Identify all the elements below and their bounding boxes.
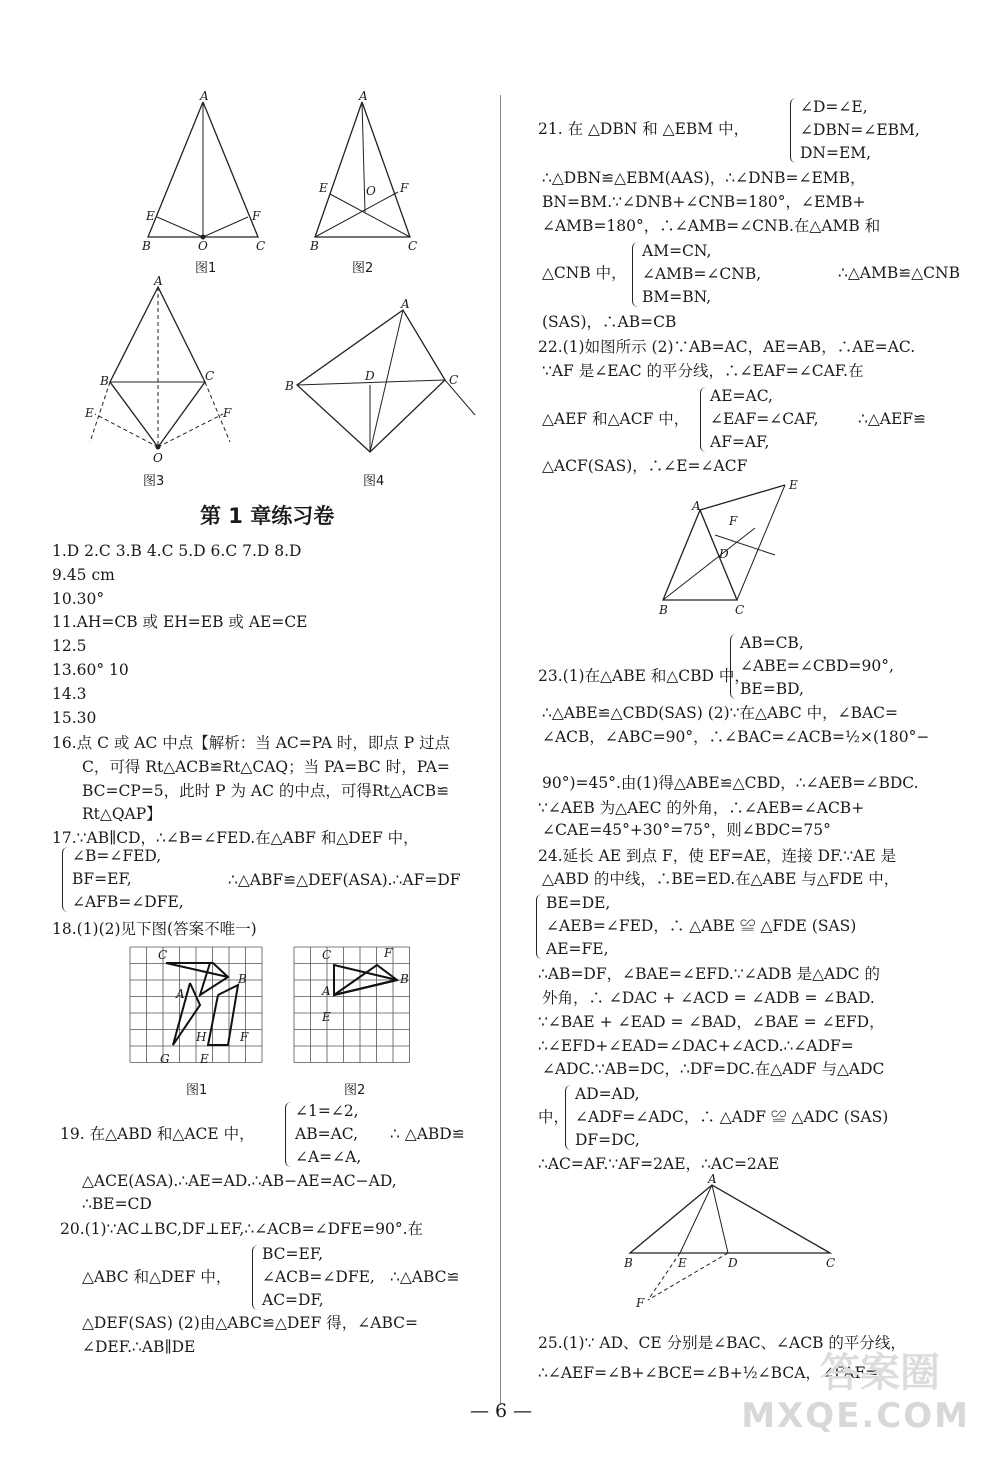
grid-2-svg [292, 945, 412, 1075]
svg-text:B: B [310, 239, 319, 253]
figure-1 [140, 89, 270, 276]
answer-line: Rt△QAP】 [82, 805, 162, 823]
svg-text:B: B [624, 1256, 633, 1270]
q22-brace [700, 385, 819, 454]
svg-text:F: F [223, 406, 232, 420]
q23-head: 23.(1)在△ABE 和△CBD 中， [538, 667, 750, 685]
svg-text:A: A [708, 1172, 717, 1186]
q22-figure-svg [655, 480, 815, 625]
q24-line-1: 24.延长 AE 到点 F，使 EF=AE，连接 DF.∵AE 是 [538, 847, 897, 865]
grid-1-caption: 图1 [186, 1083, 208, 1098]
svg-text:F: F [729, 514, 738, 528]
q24-end: ∴AC=AF.∵AF=2AE，∴AC=2AE [538, 1155, 780, 1173]
q20-cond-2: ∠ACB=∠DFE, [262, 1268, 375, 1286]
q21-cond-3: DN=EM, [800, 144, 872, 162]
figure-4 [285, 297, 485, 489]
q24-cond-2: ∠AEB=∠FED，∴ △ABE ≌ △FDE (SAS) [546, 917, 857, 935]
q21-end: (SAS)，∴AB=CB [542, 313, 677, 331]
svg-text:C: C [826, 1256, 836, 1270]
q20-line-2: △DEF(SAS) (2)由△ABC≌△DEF 得，∠ABC= [82, 1314, 419, 1332]
q24-line-5: ∵∠BAE + ∠EAD = ∠BAD，∠BAE = ∠EFD， [538, 1013, 885, 1031]
q21-line-3: ∠AMB=180°，∴∠AMB=∠CNB.在△AMB 和 [542, 217, 881, 235]
q20-line-1: 20.(1)∵AC⊥BC,DF⊥EF,∴∠ACB=∠DFE=90°.在 [60, 1220, 424, 1238]
svg-text:C: C [158, 948, 168, 962]
q20-line-3: ∠DEF.∴AB∥DE [82, 1338, 196, 1356]
svg-text:E: E [85, 406, 94, 420]
q22-line-1: 22.(1)如图所示 (2)∵AB=AC，AE=AB，∴AE=AC. [538, 338, 916, 356]
q17-tail: ∴△ABF≌△DEF(ASA).∴AF=DF [228, 871, 461, 889]
q21-brace-2 [632, 240, 761, 309]
svg-text:B: B [659, 603, 668, 617]
q17-cond-1: ∠B=∠FED, [72, 847, 162, 865]
answer-line: 12.5 [52, 637, 87, 655]
q23-line-5: ∠CAE=45°+30°=75°，则∠BDC=75° [542, 821, 831, 839]
q19-tail: ∴ △ABD≌ [390, 1125, 465, 1143]
q22-end: △ACF(SAS)，∴∠E=∠ACF [542, 457, 748, 475]
q24-brace [536, 892, 856, 961]
grid-2-caption: 图2 [344, 1083, 366, 1098]
svg-text:A: A [359, 89, 368, 103]
section-title: 第 1 章练习卷 [200, 504, 335, 528]
q24-line-2: △ABD 的中线，∴BE=ED.在△ABE 与△FDE 中， [542, 870, 900, 888]
q21-brace [790, 96, 920, 165]
svg-text:B: B [400, 972, 409, 986]
q24-cond3-2: ∠ADF=∠ADC，∴ △ADF ≌ △ADC (SAS) [575, 1108, 889, 1126]
svg-text:C: C [322, 948, 332, 962]
q19-cond-1: ∠1=∠2, [295, 1102, 359, 1120]
svg-text:E: E [200, 1052, 209, 1066]
q21-head-2: △CNB 中， [542, 264, 627, 282]
q21-cond2-1: AM=CN, [642, 242, 712, 260]
svg-text:B: B [238, 972, 247, 986]
svg-text:C: C [449, 373, 459, 387]
answer-line: C，可得 Rt△ACB≌Rt△CAQ；当 PA=BC 时，PA= [82, 758, 450, 776]
answer-line: 13.60° 10 [52, 661, 129, 679]
q24-line-3: ∴AB=DF，∠BAE=∠EFD.∵∠ADB 是△ADC 的 [538, 965, 880, 983]
q22-line-2: ∵AF 是∠EAC 的平分线，∴∠EAF=∠CAF.在 [542, 362, 864, 380]
q23-cond-3: BE=BD, [740, 680, 804, 698]
figure-3 [85, 274, 245, 489]
watermark-url: MXQE.COM [741, 1396, 970, 1436]
grid-1-svg [128, 945, 278, 1075]
q22-cond-1: AE=AC, [710, 387, 773, 405]
q24-line-4: 外角，∴ ∠DAC + ∠ACD = ∠ADB = ∠BAD. [542, 989, 875, 1007]
q23-brace [730, 632, 894, 701]
svg-text:E: E [146, 209, 155, 223]
page-number: — 6 — [470, 1400, 533, 1422]
svg-text:A: A [154, 274, 163, 288]
kite-figure-3 [85, 274, 245, 472]
q20-brace [252, 1243, 375, 1312]
svg-text:E: E [322, 1010, 331, 1024]
q23-line-1: ∴△ABE≌△CBD(SAS) (2)∵在△ABC 中，∠BAC= [542, 704, 899, 722]
q24-figure-svg [620, 1172, 840, 1310]
q19-head: 19. 在△ABD 和△ACE 中， [60, 1125, 255, 1143]
q24-cond3-1: AD=AD, [575, 1085, 640, 1103]
column-divider [500, 95, 501, 1405]
q24-cond-1: BE=DE, [546, 894, 611, 912]
q22-figure [655, 480, 815, 629]
q21-cond2-3: BM=BN, [642, 288, 712, 306]
svg-text:A: A [200, 89, 209, 103]
q22-head: △AEF 和△ACF 中， [542, 410, 690, 428]
q17-brace [62, 845, 184, 914]
q22-cond-3: AF=AF, [710, 433, 770, 451]
svg-text:A: A [692, 499, 701, 513]
q19-cond-3: ∠A=∠A, [295, 1148, 362, 1166]
q20-head: △ABC 和△DEF 中， [82, 1268, 232, 1286]
svg-text:C: C [735, 603, 745, 617]
q24-cond3-3: DF=DC, [575, 1131, 640, 1149]
grid-figure-1 [128, 945, 278, 1098]
q23-cond-1: AB=CB, [740, 634, 804, 652]
fig3-caption: 图3 [143, 474, 165, 489]
svg-text:B: B [142, 239, 151, 253]
q24-figure [620, 1172, 840, 1314]
q23-cond-2: ∠ABE=∠CBD=90°, [740, 657, 894, 675]
svg-text:C: C [408, 239, 418, 253]
q18-text: 18.(1)(2)见下图(答案不唯一) [52, 920, 257, 938]
svg-text:C: C [256, 239, 266, 253]
svg-text:O: O [198, 239, 208, 253]
svg-text:F: F [240, 1030, 249, 1044]
q24-line-7: ∠ADC.∵AB=DC，∴DF=DC.在△ADF 与△ADC [542, 1060, 885, 1078]
watermark-logo: 答案圈 [820, 1350, 940, 1396]
svg-text:F: F [636, 1296, 645, 1310]
q19-line-2: ∴BE=CD [82, 1195, 152, 1213]
svg-text:C: C [205, 369, 215, 383]
answer-line: 11.AH=CB 或 EH=EB 或 AE=CE [52, 613, 308, 631]
svg-text:B: B [285, 379, 294, 393]
answer-line: 1.D 2.C 3.B 4.C 5.D 6.C 7.D 8.D [52, 542, 302, 560]
q20-cond-3: AC=DF, [262, 1291, 324, 1309]
q20-tail: ∴△ABC≌ [390, 1268, 460, 1286]
q21-tail-2: ∴△AMB≌△CNB [838, 264, 960, 282]
svg-text:H: H [196, 1030, 207, 1044]
q21-cond-1: ∠D=∠E, [800, 98, 868, 116]
answer-line: BC=CP=5，此时 P 为 AC 的中点，可得Rt△ACB≌ [82, 782, 450, 800]
q22-tail: ∴△AEF≌ [858, 410, 927, 428]
q20-cond-1: BC=EF, [262, 1245, 324, 1263]
svg-text:A: A [401, 297, 410, 311]
answer-line: 14.3 [52, 685, 87, 703]
svg-text:D: D [365, 369, 375, 383]
svg-text:O: O [366, 184, 376, 198]
q25-line-1: 25.(1)∵ AD、CE 分别是∠BAC、∠ACB 的平分线， [538, 1334, 906, 1352]
svg-text:F: F [252, 209, 261, 223]
q21-head: 21. 在 △DBN 和 △EBM 中， [538, 120, 750, 138]
q19-line-1: △ACE(ASA).∴AE=AD.∴AB−AE=AC−AD, [82, 1172, 397, 1190]
grid-figure-2 [292, 945, 412, 1098]
svg-text:A: A [176, 987, 185, 1001]
q25-line-2: ∴∠AEF=∠B+∠BCE=∠B+½∠BCA，∠FAF= [538, 1364, 879, 1382]
triangle-figure-1 [140, 89, 270, 272]
q23-line-4: ∵∠AEB 为△AEC 的外角，∴∠AEB=∠ACB+ [538, 799, 865, 817]
svg-text:G: G [160, 1052, 170, 1066]
svg-text:B: B [100, 374, 109, 388]
q21-cond2-2: ∠AMB=∠CNB, [642, 265, 762, 283]
svg-text:O: O [153, 451, 163, 465]
q24-brace-3 [565, 1083, 888, 1152]
answer-line: 9.45 cm [52, 566, 115, 584]
figure-2 [310, 89, 430, 276]
q22-cond-2: ∠EAF=∠CAF, [710, 410, 819, 428]
q21-line-2: BN=BM.∵∠DNB+∠CNB=180°，∠EMB+ [542, 193, 866, 211]
svg-text:D: D [728, 1256, 738, 1270]
svg-text:E: E [319, 181, 328, 195]
answer-line: 16.点 C 或 AC 中点【解析：当 AC=PA 时，即点 P 过点 [52, 734, 451, 752]
q21-line-1: ∴△DBN≌△EBM(AAS)，∴∠DNB=∠EMB， [542, 169, 866, 187]
q24-cond-3: AE=FE, [546, 940, 609, 958]
svg-text:D: D [719, 547, 729, 561]
q19-brace [285, 1100, 361, 1169]
svg-text:E: E [789, 478, 798, 492]
q19-cond-2: AB=AC, [295, 1125, 358, 1143]
fig2-caption: 图2 [352, 261, 374, 276]
q24-head-3: 中， [538, 1108, 570, 1126]
fig1-caption: 图1 [195, 261, 217, 276]
svg-text:F: F [400, 181, 409, 195]
triangle-figure-2 [310, 89, 430, 272]
svg-text:A: A [322, 984, 331, 998]
q23-line-2: ∠ACB，∠ABC=90°，∴∠BAC=∠ACB=½×(180°− [542, 728, 930, 746]
answer-line: 17.∵AB∥CD，∴∠B=∠FED.在△ABF 和△DEF 中， [52, 829, 419, 847]
q24-line-6: ∴∠EFD+∠EAD=∠DAC+∠ACD.∴∠ADF= [538, 1037, 854, 1055]
q17-cond-3: ∠AFB=∠DFE, [72, 893, 184, 911]
fig4-caption: 图4 [363, 474, 385, 489]
quad-figure-4 [285, 297, 485, 470]
svg-text:F: F [384, 946, 393, 960]
q21-cond-2: ∠DBN=∠EBM, [800, 121, 920, 139]
q23-line-3: 90°)=45°.由(1)得△ABE≌△CBD，∴∠AEB=∠BDC. [542, 774, 919, 792]
answer-line: 15.30 [52, 709, 97, 727]
answer-line: 10.30° [52, 590, 105, 608]
svg-text:E: E [678, 1256, 687, 1270]
q17-cond-2: BF=EF, [72, 870, 132, 888]
